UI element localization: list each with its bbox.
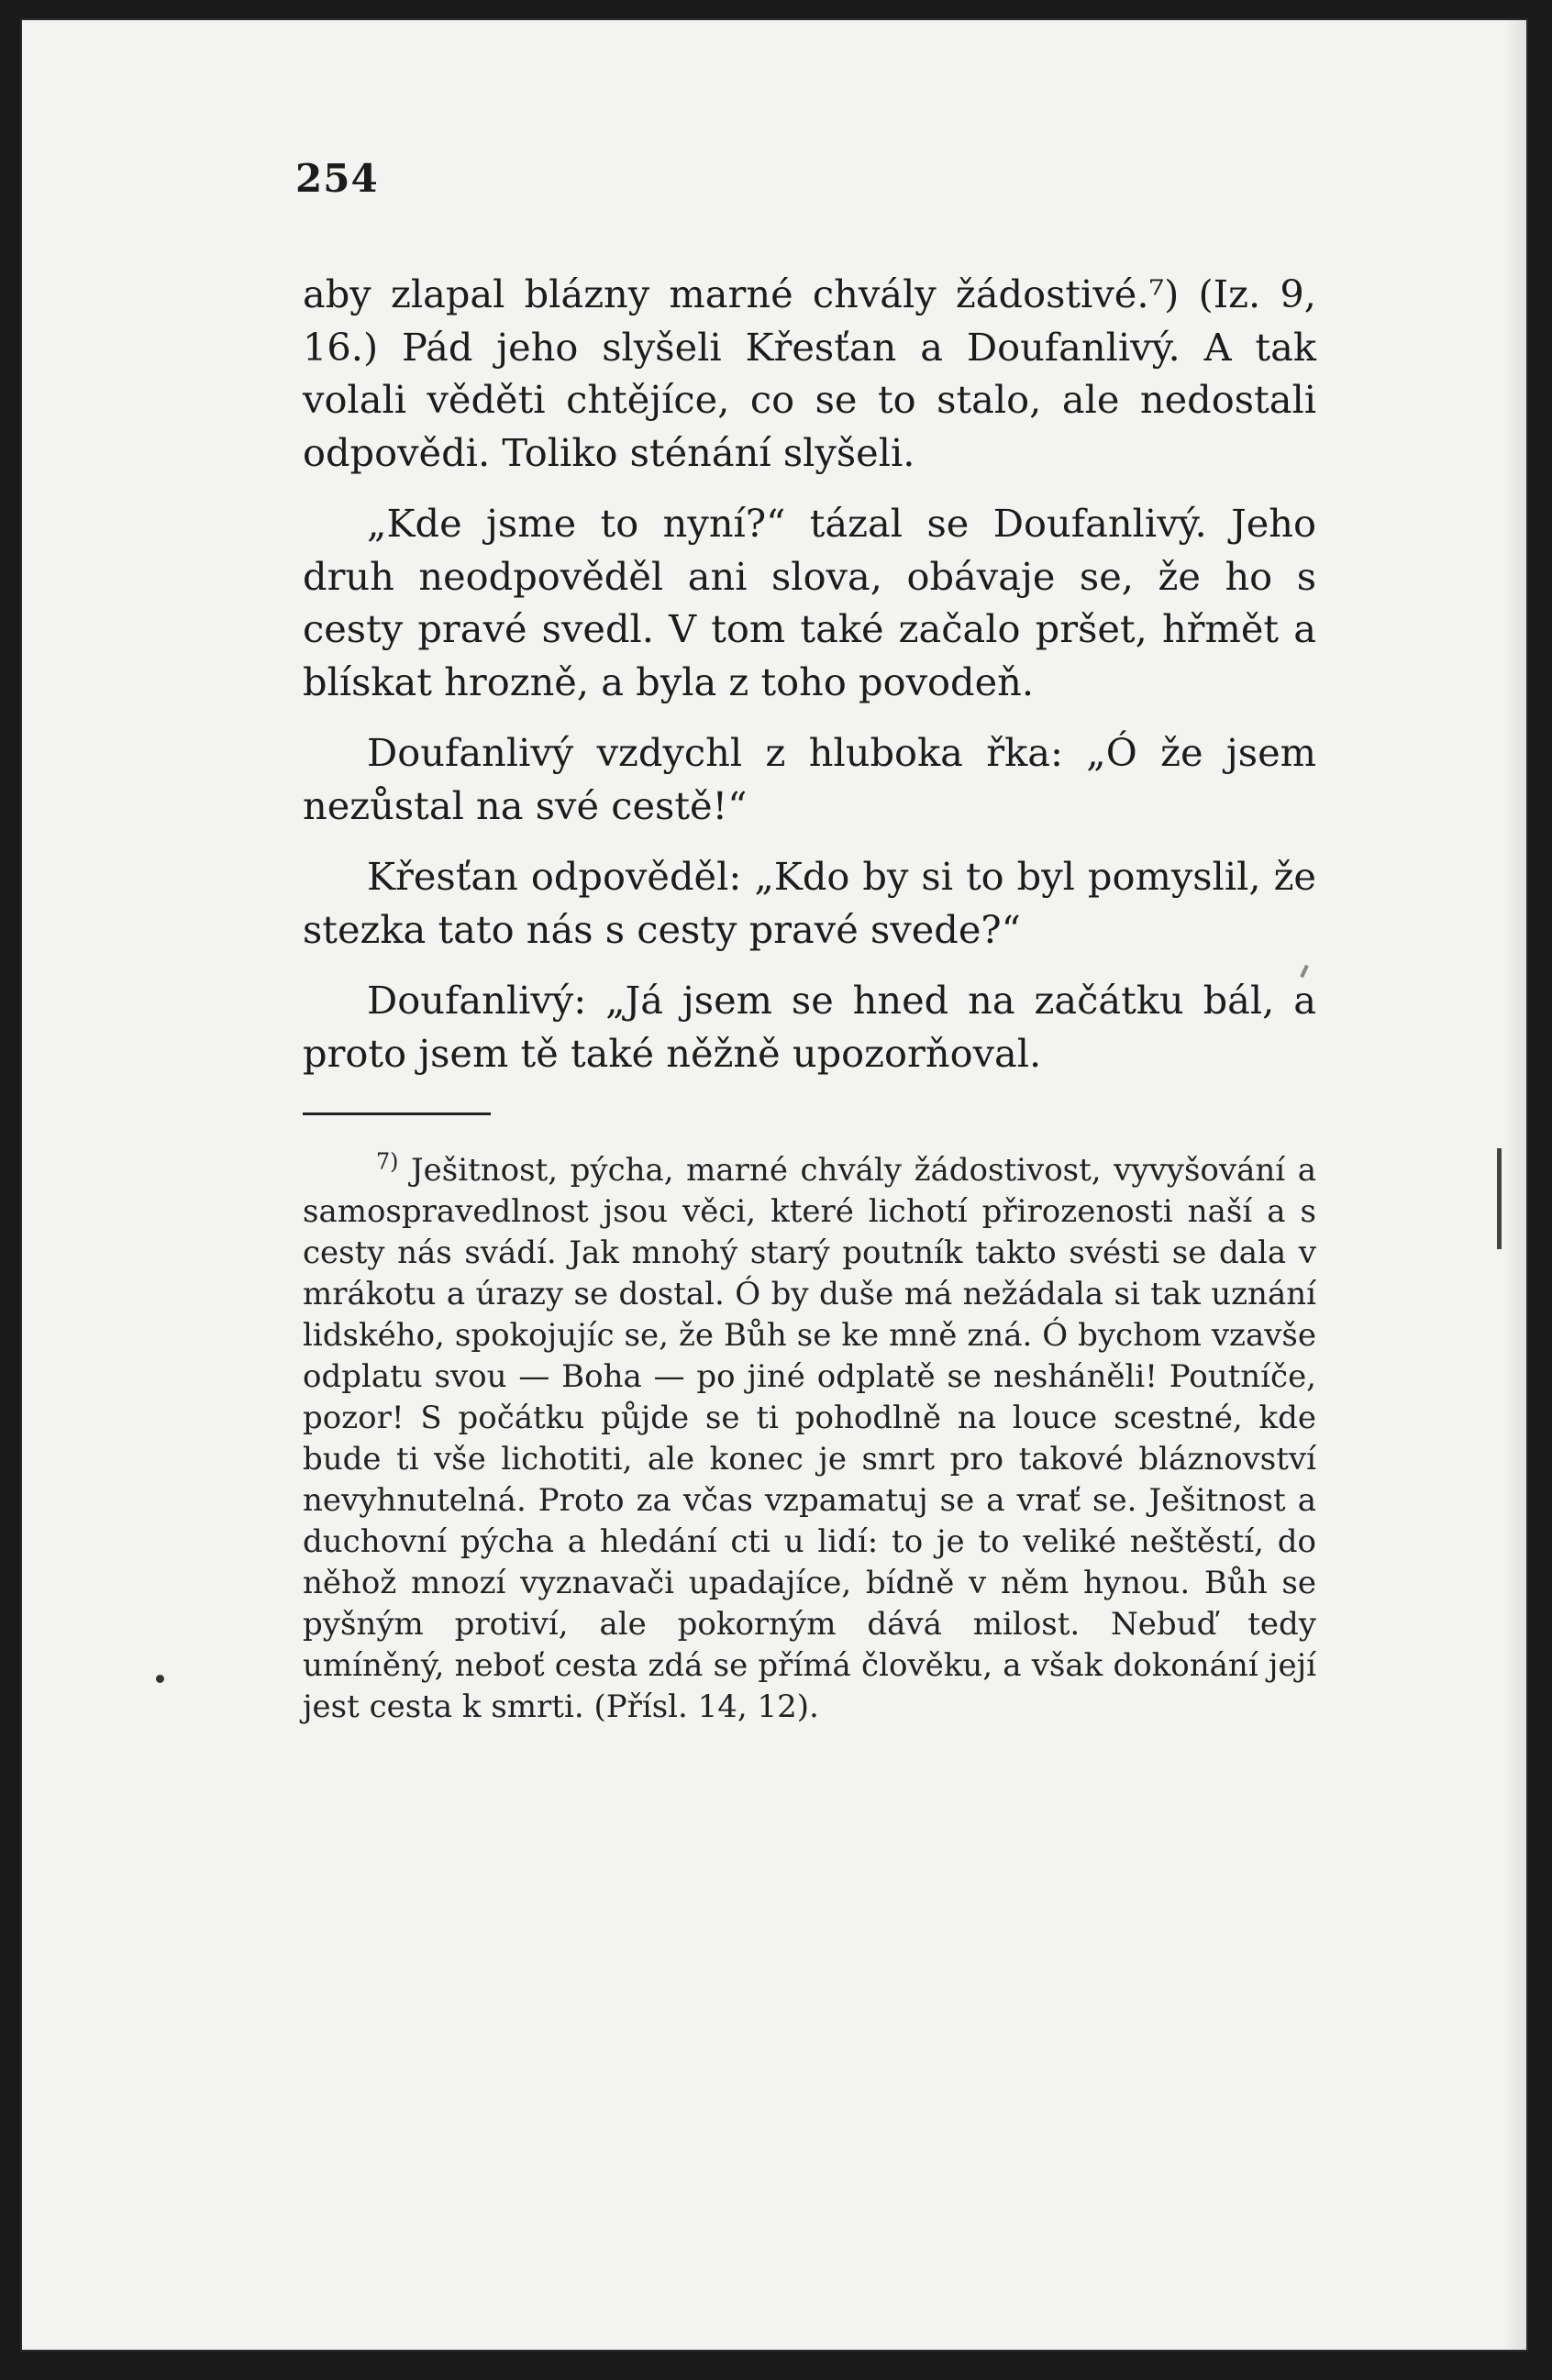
- footnote-divider: [303, 1113, 491, 1115]
- print-speck: [156, 1675, 164, 1683]
- paragraph-3: Doufanlivý vzdychl z hluboka řka: „Ó že jsem nezůstal na své cestě!“: [303, 730, 1316, 828]
- paragraph-1: aby zlapal blázny marné chvály žádostivé.⁷) (Iz. 9, 16.) Pád jeho slyšeli Křesťan a Doufanlivý. A tak volali věděti chtějíce, co se to stalo, ale nedostali odpovědi. Toliko sténání slyšeli.: [303, 271, 1316, 475]
- page-number: 254: [295, 156, 379, 201]
- page-edge-shadow: [1502, 20, 1526, 2350]
- book-page: [22, 20, 1526, 2350]
- main-text: [303, 268, 1316, 1728]
- footnote-marker: 7): [376, 1148, 399, 1175]
- margin-mark: [1497, 1148, 1502, 1249]
- paragraph-4: Křesťan odpověděl: „Kdo by si to byl pomyslil, že stezka tato nás s cesty pravé svede?“: [303, 854, 1316, 952]
- paragraph-2: „Kde jsme to nyní?“ tázal se Doufanlivý. Jeho druh neodpověděl ani slova, obávaje se, že ho s cesty pravé svedl. V tom také začalo pršet, hřmět a blískat hrozně, a byla z toho povodeň.: [303, 501, 1316, 704]
- footnote-text: Ješitnost, pýcha, marné chvály žádostivost, vyvyšování a samospravedlnost jsou věci, které lichotí přirozenosti naší a s cesty nás svádí. Jak mnohý starý poutník takto svésti se dala v mrákotu a úrazy se dostal. Ó by duše má nežádala si tak uznání lidského, spokojujíc se, že Bůh se ke mně zná. Ó bychom vzavše odplatu svou — Boha — po jiné odplatě se nesháněli! Poutníče, pozor! S počátku půjde se ti pohodlně na louce scestné, kde bude ti vše lichotiti, ale konec je smrt pro takové bláznovství nevyhnutelná. Proto za včas vzpamatuj se a vrať se. Ješitnost a duchovní pýcha a hledání cti u lidí: to je to veliké neštěstí, do něhož mnozí vyznavači upadajíce, bídně v něm hynou. Bůh se pyšným protiví, ale pokorným dává milost. Nebuď tedy umíněný, neboť cesta zdá se přímá člověku, a však dokonání její jest cesta k smrti. (Přísl. 14, 12).: [303, 1152, 1316, 1725]
- paragraph-5: Doufanlivý: „Já jsem se hned na začátku bál, a proto jsem tě také něžně upozorňoval.: [303, 978, 1316, 1076]
- footnote: [303, 1150, 1316, 1728]
